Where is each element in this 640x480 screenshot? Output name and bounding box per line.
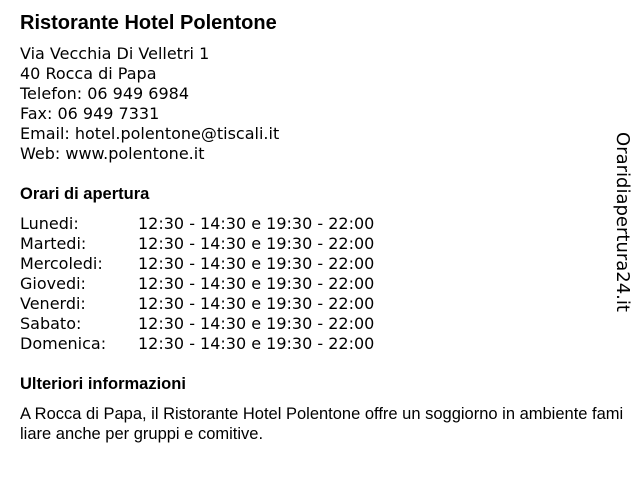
- contact-block: [20, 44, 279, 164]
- page-title: Ristorante Hotel Polentone: [20, 12, 277, 34]
- time-value: 12:30 - 14:30 e 19:30 - 22:00: [138, 254, 375, 273]
- street-address: Via Vecchia Di Velletri 1: [20, 44, 210, 63]
- day-label: Domenica:: [20, 334, 107, 353]
- hours-row: [20, 254, 440, 274]
- hours-row: [20, 294, 440, 314]
- time-value: 12:30 - 14:30 e 19:30 - 22:00: [138, 334, 375, 353]
- time-value: 12:30 - 14:30 e 19:30 - 22:00: [138, 314, 375, 333]
- website: Web: www.polentone.it: [20, 144, 205, 163]
- day-label: Mercoledi:: [20, 254, 103, 273]
- hours-table: [20, 214, 440, 354]
- hours-heading: Orari di apertura: [20, 185, 150, 203]
- email-address: Email: hotel.polentone@tiscali.it: [20, 124, 280, 143]
- day-label: Sabato:: [20, 314, 82, 333]
- fax-number: Fax: 06 949 7331: [20, 104, 160, 123]
- hours-row: [20, 334, 440, 354]
- info-heading: Ulteriori informazioni: [20, 375, 186, 393]
- city-address: 40 Rocca di Papa: [20, 64, 157, 83]
- time-value: 12:30 - 14:30 e 19:30 - 22:00: [138, 214, 375, 233]
- hours-row: [20, 314, 440, 334]
- site-watermark: Oraridiapertura24.it: [612, 132, 633, 312]
- hours-row: [20, 214, 440, 234]
- phone-number: Telefon: 06 949 6984: [20, 84, 190, 103]
- day-label: Lunedi:: [20, 214, 79, 233]
- hours-row: [20, 234, 440, 254]
- time-value: 12:30 - 14:30 e 19:30 - 22:00: [138, 294, 375, 313]
- time-value: 12:30 - 14:30 e 19:30 - 22:00: [138, 274, 375, 293]
- day-label: Martedi:: [20, 234, 87, 253]
- info-description: A Rocca di Papa, il Ristorante Hotel Polentone offre un soggiorno in ambiente familiare anche per gruppi e comitive.: [20, 405, 624, 443]
- day-label: Giovedi:: [20, 274, 86, 293]
- hours-row: [20, 274, 440, 294]
- time-value: 12:30 - 14:30 e 19:30 - 22:00: [138, 234, 375, 253]
- day-label: Venerdi:: [20, 294, 86, 313]
